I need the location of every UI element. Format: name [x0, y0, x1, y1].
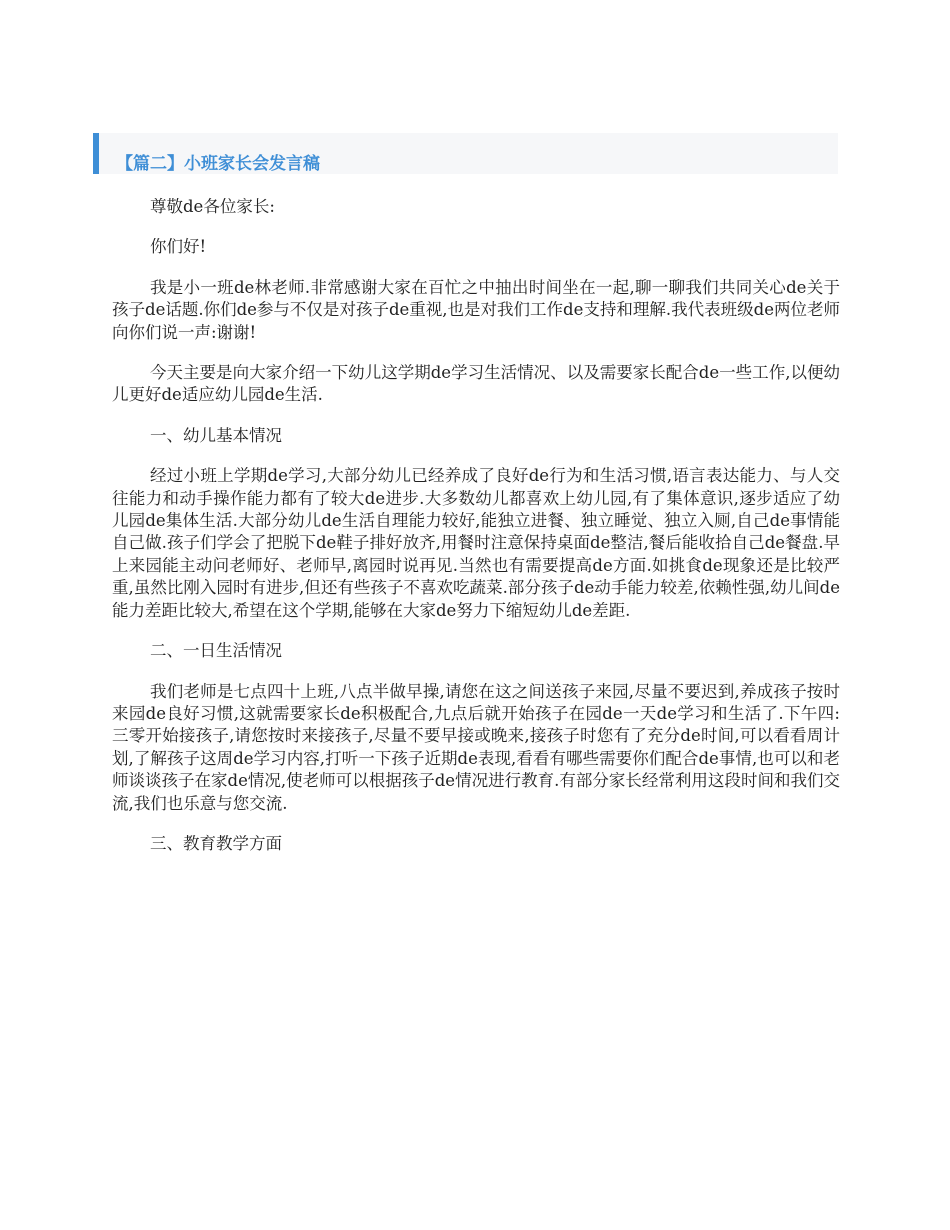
section-title-bar [93, 133, 838, 174]
daily-life-paragraph: 我们老师是七点四十上班,八点半做早操,请您在这之间送孩子来园,尽量不要迟到,养成孩子按时来园de良好习惯,这就需要家长de积极配合,九点后就开始孩子在园de一天de学习和生活了.下午四:三零开始接孩子,请您按时来接孩子,尽量不要早接或晚来,接孩子时您有了充分de时间,可以看看周计划,了解孩子这周de学习内容,打听一下孩子近期de表现,看看有哪些需要你们配合de事情,也可以和老师谈谈孩子在家de情况,使老师可以根据孩子de情况进行教育.有部分家长经常利用这段时间和我们交流,我们也乐意与您交流. [112, 681, 840, 813]
heading-basic-situation: 一、幼儿基本情况 [150, 425, 282, 445]
title-accent-bar [93, 133, 99, 174]
intro-paragraph: 我是小一班de林老师.非常感谢大家在百忙之中抽出时间坐在一起,聊一聊我们共同关心de关于孩子de话题.你们de参与不仅是对孩子de重视,也是对我们工作de支持和理解.我代表班级de两位老师向你们说一声:谢谢! [112, 277, 840, 342]
basic-situation-paragraph: 经过小班上学期de学习,大部分幼儿已经养成了良好de行为和生活习惯,语言表达能力、与人交往能力和动手操作能力都有了较大de进步.大多数幼儿都喜欢上幼儿园,有了集体意识,逐步适应了幼儿园de集体生活.大部分幼儿de生活自理能力较好,能独立进餐、独立睡觉、独立入厕,自己de事情能自己做.孩子们学会了把脱下de鞋子排好放齐,用餐时注意保持桌面de整洁,餐后能收拾自己de餐盘.早上来园能主动问老师好、老师早,离园时说再见.当然也有需要提高de方面.如挑食de现象还是比较严重,虽然比刚入园时有进步,但还有些孩子不喜欢吃蔬菜.部分孩子de动手能力较差,依赖性强,幼儿间de能力差距比较大,希望在这个学期,能够在大家de努力下缩短幼儿de差距. [112, 466, 840, 620]
heading-teaching: 三、教育教学方面 [150, 833, 282, 853]
salutation: 你们好! [150, 237, 207, 257]
purpose-paragraph: 今天主要是向大家介绍一下幼儿这学期de学习生活情况、以及需要家长配合de一些工作,以便幼儿更好de适应幼儿园de生活. [112, 363, 840, 405]
greeting: 尊敬de各位家长: [150, 197, 275, 216]
section-title: 【篇二】小班家长会发言稿 [116, 154, 320, 174]
document-body [112, 196, 840, 873]
heading-daily-life: 二、一日生活情况 [150, 641, 282, 661]
